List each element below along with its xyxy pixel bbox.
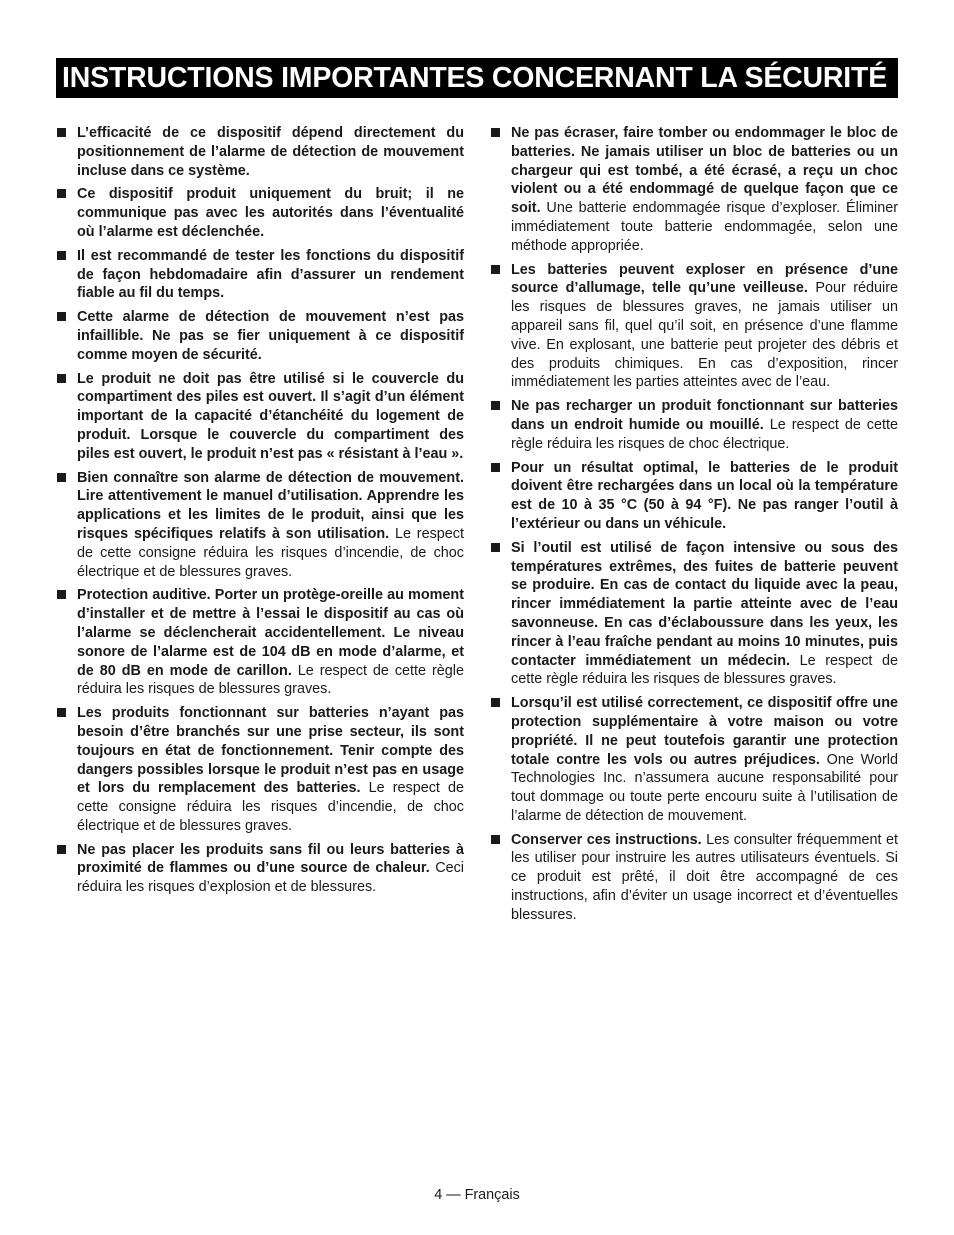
item-bold-text: Bien connaître son alarme de détection de mouvement. Lire attentivement le manuel d’utilisation. Apprendre les applications et les limites de le produit, ainsi que les risques spécifiques relatifs à son utilisation. bbox=[77, 469, 464, 542]
item-text: Ceci réduira les risques d’explosion et de blessures. bbox=[77, 860, 464, 896]
item-bold-text: Ne pas placer les produits sans fil ou leurs batteries à proximité de flammes ou d’une source de chaleur. bbox=[77, 841, 464, 877]
list-item bbox=[56, 185, 464, 241]
square-bullet-icon bbox=[57, 708, 66, 717]
item-bold-text: Ne pas recharger un produit fonctionnant sur batteries dans un endroit humide ou mouillé. bbox=[511, 398, 898, 433]
item-bold-text: Lorsqu’il est utilisé correctement, ce dispositif offre une protection supplémentaire à votre maison ou votre propriété. Il ne peut toutefois garantir une protection totale contre les vols ou autres préjudices. bbox=[511, 695, 898, 768]
square-bullet-icon bbox=[57, 312, 66, 321]
item-bold-text: Ne pas écraser, faire tomber ou endommager le bloc de batteries. Ne jamais utiliser un bloc de batteries ou un chargeur qui est tombé, a été écrasé, a reçu un choc violent ou a été endommagé de quelque façon que ce soit. bbox=[511, 125, 898, 217]
square-bullet-icon bbox=[491, 463, 500, 472]
item-bold-text: Il est recommandé de tester les fonctions du dispositif de façon hebdomadaire afin d’assurer un rendement fiable au fil du temps. bbox=[77, 247, 464, 302]
list-item bbox=[56, 370, 464, 464]
list-item bbox=[490, 261, 898, 393]
item-bold-text: Les produits fonctionnant sur batteries n’ayant pas besoin d’être branchés sur une prise secteur, ils sont toujours en état de fonctionnement. Tenir compte des dangers possibles lorsque le produit n’est pas en usage et lors du remplacement des batteries. bbox=[77, 705, 464, 797]
list-item bbox=[490, 459, 898, 534]
list-item bbox=[490, 539, 898, 689]
square-bullet-icon bbox=[491, 698, 500, 707]
item-text: One World Technologies Inc. n’assumera aucune responsabilité pour tout dommage ou toute perte encouru suite à l’utilisation de l’alarme de détection de mouvement. bbox=[511, 751, 899, 824]
list-item bbox=[56, 841, 464, 897]
list-item bbox=[490, 694, 898, 826]
item-text: Le respect de cette consigne réduira les risques d’incendie, de choc électrique et de blessures graves. bbox=[77, 525, 464, 580]
square-bullet-icon bbox=[57, 590, 66, 599]
item-text: Le respect de cette consigne réduira les risques d’incendie, de choc électrique et de blessures graves. bbox=[77, 780, 464, 834]
list-item bbox=[490, 831, 898, 925]
list-item bbox=[56, 308, 464, 364]
page-footer bbox=[0, 1186, 954, 1204]
square-bullet-icon bbox=[57, 128, 66, 137]
list-item bbox=[56, 124, 464, 180]
item-text: Le respect de cette règle réduira les risques de blessures graves. bbox=[511, 652, 898, 688]
item-text: Pour réduire les risques de blessures graves, ne jamais utiliser un appareil sans fil, quel qu’il soit, en présence d’une flamme vive. En explosant, une batterie peut projeter des débris et des produits chimiques. En cas d’exposition, rincer immédiatement les parties atteintes avec de l’eau. bbox=[511, 280, 898, 391]
square-bullet-icon bbox=[57, 251, 66, 260]
square-bullet-icon bbox=[57, 189, 66, 198]
item-bold-text: Protection auditive. Porter un protège-oreille au moment d’installer et de mettre à l’essai le dispositif au cas où l’alarme se déclencherait accidentellement. Le niveau sonore de l’alarme est de 104 dB en mode d’alarme, et de 80 dB en mode de carillon. bbox=[77, 587, 464, 679]
square-bullet-icon bbox=[57, 845, 66, 854]
list-item bbox=[56, 247, 464, 303]
square-bullet-icon bbox=[57, 473, 66, 482]
list-item bbox=[56, 704, 464, 836]
square-bullet-icon bbox=[491, 128, 500, 137]
square-bullet-icon bbox=[491, 543, 500, 552]
page-title: INSTRUCTIONS IMPORTANTES CONCERNANT LA SÉCURITÉ bbox=[62, 62, 888, 94]
item-bold-text: Ce dispositif produit uniquement du bruit; il ne communique pas avec les autorités dans l’éventualité où l’alarme est déclenchée. bbox=[77, 186, 464, 240]
list-item bbox=[56, 469, 464, 582]
item-text: Les consulter fréquemment et les utiliser pour instruire les autres utilisateurs éventuels. Si ce produit est prêté, il doit être accompagné de ces instructions, afin d’éviter un usage incorrect et d’éventuelles blessures. bbox=[511, 831, 899, 923]
square-bullet-icon bbox=[491, 265, 500, 274]
left-column bbox=[56, 124, 464, 902]
page-number-label: 4 — Français bbox=[434, 1187, 520, 1203]
item-text: Une batterie endommagée risque d’exploser. Éliminer immédiatement toute batterie endommagée, selon une méthode appropriée. bbox=[511, 200, 898, 254]
page-title-banner bbox=[56, 58, 898, 98]
item-text: Le respect de cette règle réduira les risques de blessures graves. bbox=[77, 662, 464, 698]
list-item bbox=[56, 586, 464, 699]
item-bold-text: Le produit ne doit pas être utilisé si le couvercle du compartiment des piles est ouvert. Il s’agit d’un élément important de la capacité d’étanchéité du logement de produit. Lorsque le couvercle du compartiment des piles est ouvert, le produit n’est pas « résistant à l’eau ». bbox=[77, 370, 464, 462]
item-text: Le respect de cette règle réduira les risques de choc électrique. bbox=[511, 416, 898, 452]
item-bold-text: L’efficacité de ce dispositif dépend directement du positionnement de l’alarme de détection de mouvement incluse dans ce système. bbox=[77, 125, 464, 179]
item-bold-text: Conserver ces instructions. bbox=[511, 831, 702, 848]
item-bold-text: Cette alarme de détection de mouvement n’est pas infaillible. Ne pas se fier uniquement à ce dispositif comme moyen de sécurité. bbox=[77, 309, 464, 363]
item-bold-text: Les batteries peuvent exploser en présence d’une source d’allumage, telle qu’une veilleuse. bbox=[511, 261, 898, 297]
list-item bbox=[490, 397, 898, 453]
item-bold-text: Pour un résultat optimal, le batteries de le produit doivent être rechargées dans un local où la température est de 10 à 35 °C (50 à 94 °F). Ne pas ranger l’outil à l’extérieur ou dans un véhicule. bbox=[511, 459, 898, 532]
item-bold-text: Si l’outil est utilisé de façon intensive ou sous des températures extrêmes, des fuites de batterie peuvent se produire. En cas de contact du liquide avec la peau, rincer immédiatement la partie atteinte avec de l’eau savonneuse. En cas d’éclaboussure dans les yeux, les rincer à l’eau fraîche pendant au moins 10 minutes, puis contacter immédiatement un médecin. bbox=[511, 539, 898, 669]
list-item bbox=[490, 124, 898, 256]
right-column bbox=[490, 124, 898, 930]
square-bullet-icon bbox=[491, 401, 500, 410]
square-bullet-icon bbox=[57, 374, 66, 383]
square-bullet-icon bbox=[491, 835, 500, 844]
